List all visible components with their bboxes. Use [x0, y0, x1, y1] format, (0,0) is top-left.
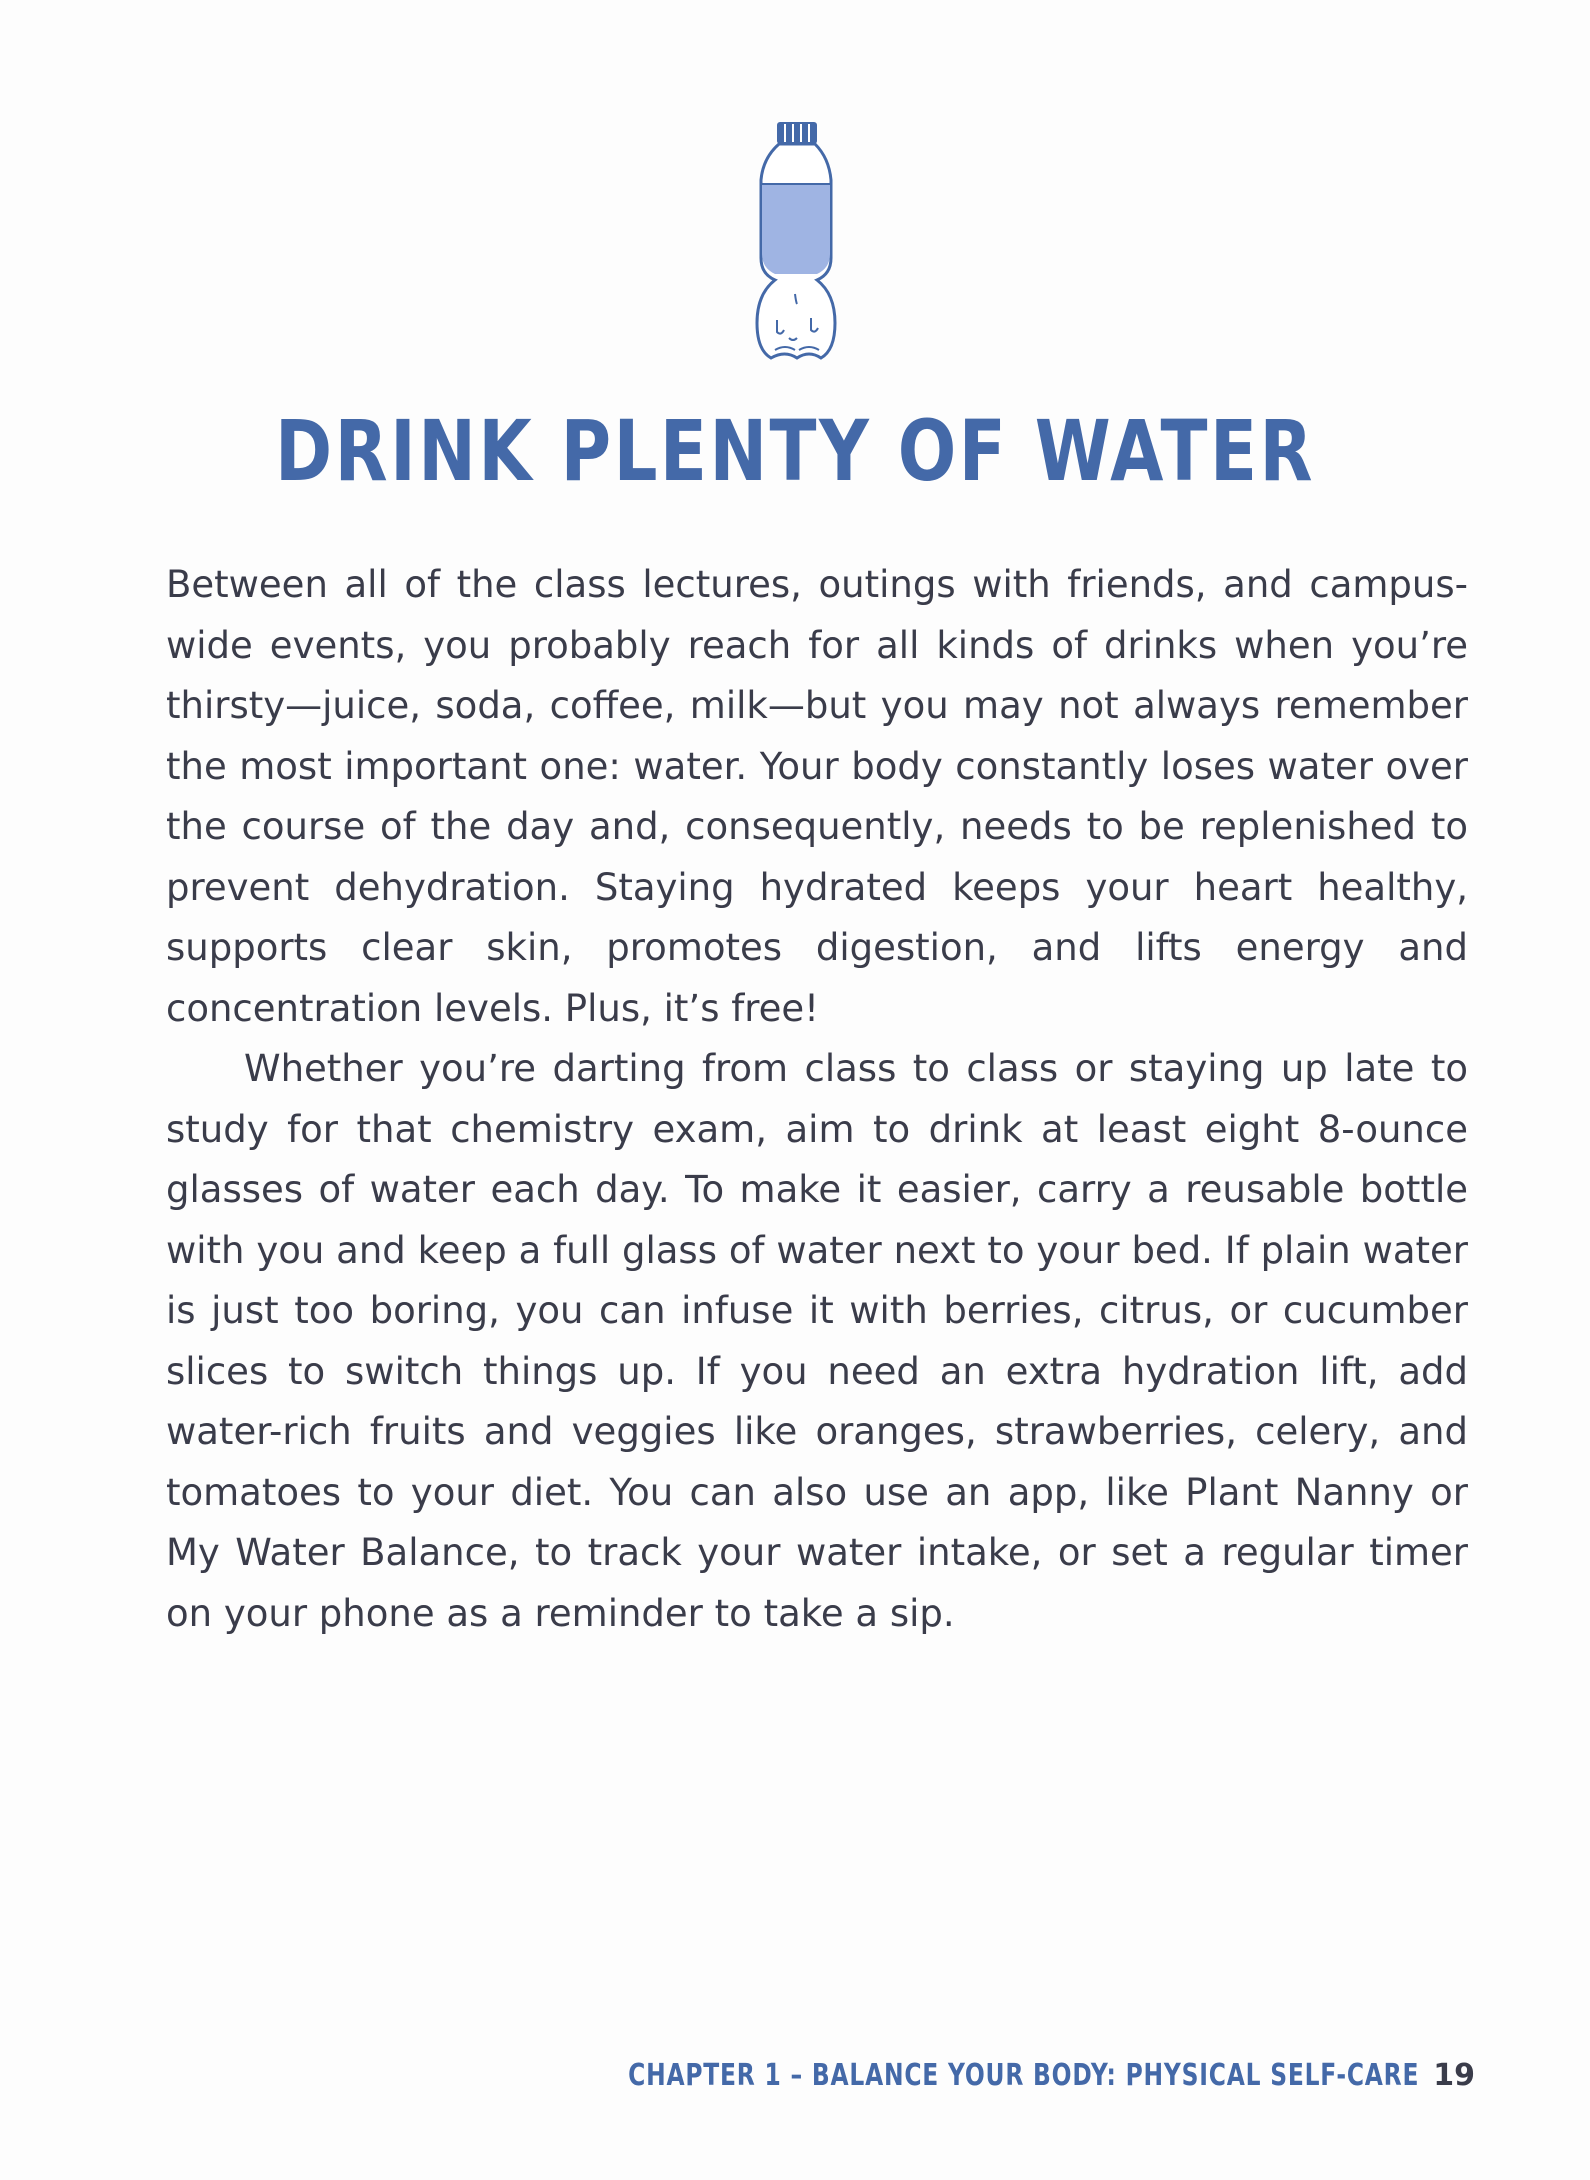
paragraph: Whether you’re darting from class to class or staying up late to study for that chemistry exam, aim to drink at least eight 8-ounce glasses of water each day. To make it easier, carry a reusable bottle with you and keep a full glass of water next to your bed. If plain water is just too boring, you can infuse it with berries, citrus, or cucumber slices to switch things up. If you need an extra hydration lift, add water-rich fruits and veggies like oranges, strawberries, celery, and tomatoes to your diet. You can also use an app, like Plant Nanny or My Water Balance, to track your water intake, or set a regular timer on your phone as a reminder to take a sip. — [166, 1047, 1468, 1635]
article-body — [166, 555, 1468, 1644]
running-footer — [405, 2058, 1475, 2093]
bottle-cap — [777, 122, 817, 144]
page-number: 19 — [1433, 2058, 1475, 2093]
page-title: DRINK PLENTY OF WATER — [275, 402, 1315, 500]
water-bottle-icon — [735, 118, 855, 378]
paragraph: Between all of the class lectures, outings with friends, and campus-wide events, you probably reach for all kinds of drinks when you’re thirsty—juice, soda, coffee, milk—but you may not always remember the most important one: water. Your body constantly loses water over the course of the day and, consequently, needs to be replenished to prevent dehydration. Staying hydrated keeps your heart healthy, supports clear skin, promotes digestion, and lifts energy and concentration levels. Plus, it’s free! — [166, 563, 1468, 1030]
bottle-label — [762, 184, 830, 274]
chapter-title: CHAPTER 1 – BALANCE YOUR BODY: PHYSICAL SELF-CARE — [628, 2058, 1420, 2093]
